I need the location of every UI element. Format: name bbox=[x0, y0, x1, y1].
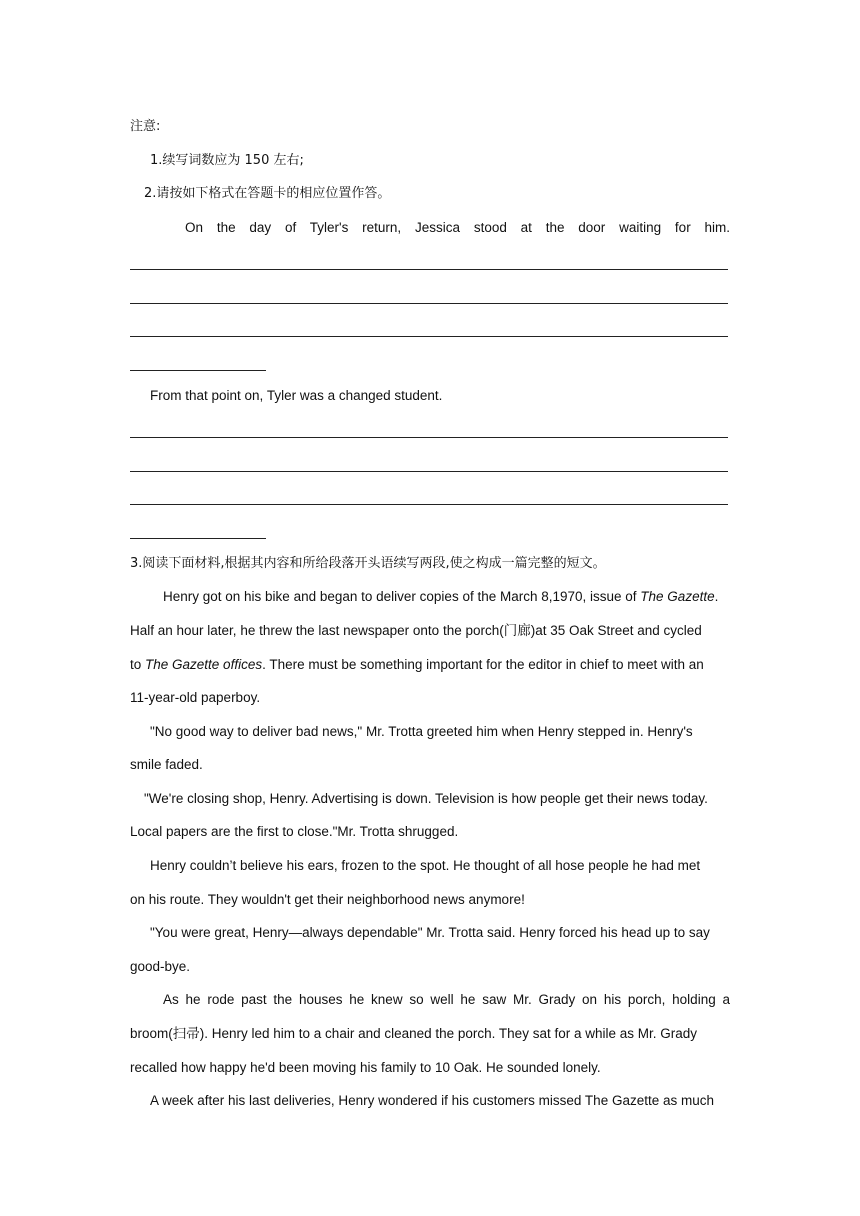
answer-line bbox=[130, 446, 730, 480]
paragraph-3-line-1: "We're closing shop, Henry. Advertising is down. Television is how people get their news today. bbox=[144, 790, 708, 806]
paragraph-1-line-2: Half an hour later, he threw the last newspaper onto the porch(门廊)at 35 Oak Street and cycled bbox=[130, 622, 702, 638]
notes-heading: 注意: bbox=[130, 119, 161, 134]
answer-line bbox=[130, 412, 730, 446]
answer-line-short bbox=[130, 513, 730, 547]
note-item-1: 1.续写词数应为 150 左右; bbox=[150, 152, 304, 168]
text-span: Henry got on his bike and began to deliver copies of the March 8,1970, issue of bbox=[163, 589, 641, 605]
paragraph-2-line-2: smile faded. bbox=[130, 757, 203, 773]
paragraph-1-line-3 bbox=[130, 648, 730, 682]
paragraph-1-line-4: 11-year-old paperboy. bbox=[130, 690, 261, 706]
paragraph-6-line-3: recalled how happy he'd been moving his family to 10 Oak. He sounded lonely. bbox=[130, 1059, 601, 1075]
paragraph-3-line-2: Local papers are the first to close."Mr. Trotta shrugged. bbox=[130, 824, 459, 840]
newspaper-offices: The Gazette offices bbox=[145, 656, 263, 672]
paragraph-2-line-1: "No good way to deliver bad news," Mr. Trotta greeted him when Henry stepped in. Henry's bbox=[150, 723, 693, 739]
paragraph-1-line-1 bbox=[130, 580, 730, 614]
paragraph-7-line-1: A week after his last deliveries, Henry wondered if his customers missed The Gazette as much bbox=[150, 1093, 714, 1109]
answer-line bbox=[130, 312, 730, 346]
document-body bbox=[130, 110, 730, 1118]
answer-line bbox=[130, 278, 730, 312]
note-item-2: 2.请按如下格式在答题卡的相应位置作答。 bbox=[144, 186, 391, 202]
section3-instruction: 3.阅读下面材料,根据其内容和所给段落开头语续写两段,使之构成一篇完整的短文。 bbox=[130, 555, 606, 571]
answer-line bbox=[130, 244, 730, 278]
text-span: . There must be something important for the editor in chief to meet with an bbox=[262, 656, 704, 672]
answer-line bbox=[130, 480, 730, 514]
paragraph-4-line-1: Henry couldn’t believe his ears, frozen to the spot. He thought of all hose people he had met bbox=[150, 858, 701, 874]
paragraph-6-line-2: broom(扫帚). Henry led him to a chair and cleaned the porch. They sat for a while as Mr. Grady bbox=[130, 1026, 697, 1042]
paragraph-5-line-2: good-bye. bbox=[130, 958, 191, 974]
newspaper-title: The Gazette bbox=[640, 589, 715, 605]
text-span: to bbox=[130, 656, 146, 672]
paragraph-4-line-2: on his route. They wouldn't get their neighborhood news anymore! bbox=[130, 891, 525, 907]
text-span: . bbox=[714, 589, 719, 605]
answer-line-short bbox=[130, 345, 730, 379]
paragraph-6-line-1: As he rode past the houses he knew so well he saw Mr. Grady on his porch, holding a bbox=[163, 992, 730, 1008]
paragraph-5-line-1: "You were great, Henry—always dependable" Mr. Trotta said. Henry forced his head up to say bbox=[150, 925, 710, 941]
opening-sentence-1: On the day of Tyler's return, Jessica stood at the door waiting for him. bbox=[185, 219, 730, 235]
opening-sentence-2: From that point on, Tyler was a changed student. bbox=[150, 387, 443, 403]
